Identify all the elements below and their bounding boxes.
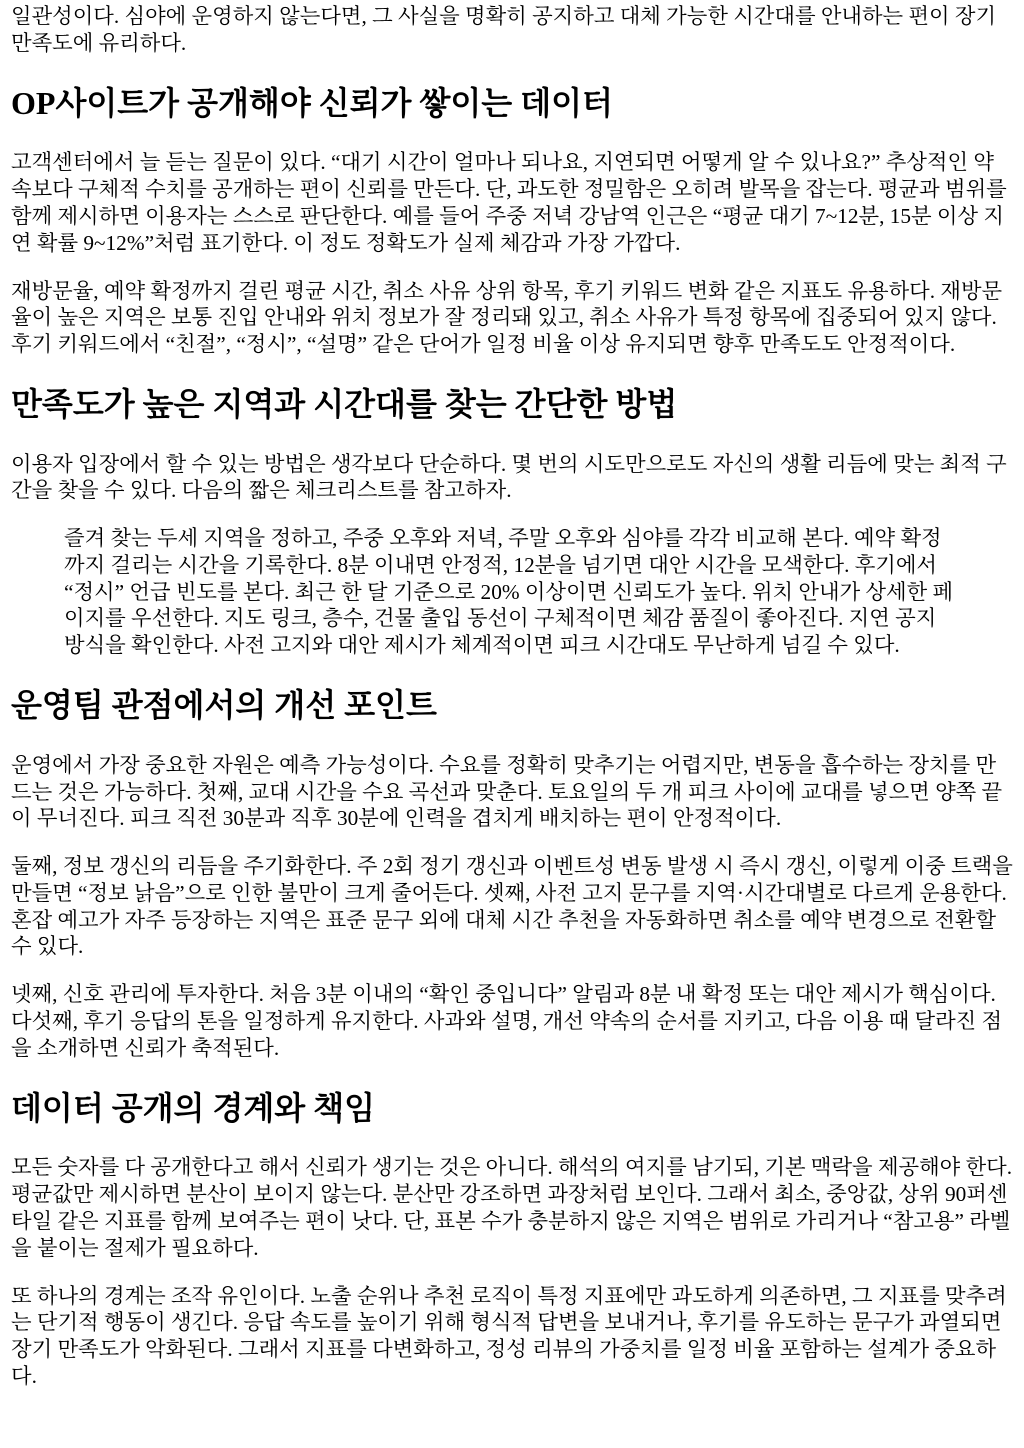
paragraph: 재방문율, 예약 확정까지 걸린 평균 시간, 취소 사유 상위 항목, 후기 키워드 변화 같은 지표도 유용하다. 재방문율이 높은 지역은 보통 진입 안내와 위치 정보가 잘 정리돼 있고, 취소 사유가 특정 항목에 집중되어 있지 않다. 후기 키워드에서 “친절”, “정시”, “설명” 같은 단어가 일정 비율 이상 유지되면 향후 만족도도 안정적이다. [11,278,1003,356]
paragraph: 이용자 입장에서 할 수 있는 방법은 생각보다 단순하다. 몇 번의 시도만으로도 자신의 생활 리듬에 맞는 최적 구간을 찾을 수 있다. 다음의 짧은 체크리스트를 참고하자. [11,451,1007,503]
paragraph: 넷째, 신호 관리에 투자한다. 처음 3분 이내의 “확인 중입니다” 알림과 8분 내 확정 또는 대안 제시가 핵심이다. 다섯째, 후기 응답의 톤을 일정하게 유지한다. 사과와 설명, 개선 약속의 순서를 지키고, 다음 이용 때 달라진 점을 소개하면 신뢰가 축적된다. [11,982,1003,1060]
article-body [11,3,1013,1389]
section-trust-data [11,83,1013,358]
paragraph: 또 하나의 경계는 조작 유인이다. 노출 순위나 추천 로직이 특정 지표에만 과도하게 의존하면, 그 지표를 맞추려는 단기적 행동이 생긴다. 응답 속도를 높이기 위해 형식적 답변을 보내거나, 후기를 유도하는 문구가 과열되면 장기 만족도가 악화된다. 그래서 지표를 다변화하고, 정성 리뷰의 가중치를 일정 비율 포함하는 설계가 중요하다. [11,1283,1007,1388]
intro-continuation-paragraph: 일관성이다. 심야에 운영하지 않는다면, 그 사실을 명확히 공지하고 대체 가능한 시간대를 안내하는 편이 장기 만족도에 유리하다. [11,4,997,55]
section-heading-data-disclosure-limits: 데이터 공개의 경계와 책임 [11,1089,376,1126]
paragraph: 고객센터에서 늘 듣는 질문이 있다. “대기 시간이 얼마나 되나요, 지연되면 어떻게 알 수 있나요?” 추상적인 약속보다 구체적 수치를 공개하는 편이 신뢰를 만든다. 단, 과도한 정밀함은 오히려 발목을 잡는다. 평균과 범위를 함께 제시하면 이용자는 스스로 판단한다. 예를 들어 주중 저녁 강남역 인근은 “평균 대기 7~12분, 15분 이상 지연 확률 9~12%”처럼 표기한다. 이 정도 정확도가 실제 체감과 가장 가깝다. [11,150,1007,255]
section-heading-trust-data: OP사이트가 공개해야 신뢰가 쌓이는 데이터 [11,84,613,121]
checklist-quote-text: 즐겨 찾는 두세 지역을 정하고, 주중 오후와 저녁, 주말 오후와 심야를 각각 비교해 본다. 예약 확정까지 걸리는 시간을 기록한다. 8분 이내면 안정적, 12분을 넘기면 대안 시간을 모색한다. 후기에서 “정시” 언급 빈도를 본다. 최근 한 달 기준으로 20% 이상이면 신뢰도가 높다. 위치 안내가 상세한 페이지를 우선한다. 지도 링크, 층수, 건물 출입 동선이 구체적이면 체감 품질이 좋아진다. 지연 공지 방식을 확인한다. 사전 고지와 대안 제시가 체계적이면 피크 시간대도 무난하게 넘길 수 있다. [64,526,954,658]
section-finding-best-times [11,384,1013,659]
section-heading-finding-best-times: 만족도가 높은 지역과 시간대를 찾는 간단한 방법 [11,386,678,423]
paragraph: 모든 숫자를 다 공개한다고 해서 신뢰가 생기는 것은 아니다. 해석의 여지를 남기되, 기본 맥락을 제공해야 한다. 평균값만 제시하면 분산이 보이지 않는다. 분산만 강조하면 과장처럼 보인다. 그래서 최소, 중앙값, 상위 90퍼센타일 같은 지표를 함께 보여주는 편이 낫다. 단, 표본 수가 충분하지 않은 지역은 범위로 가리거나 “참고용” 라벨을 붙이는 절제가 필요하다. [11,1155,1013,1260]
paragraph: 둘째, 정보 갱신의 리듬을 주기화한다. 주 2회 정기 갱신과 이벤트성 변동 발생 시 즉시 갱신, 이렇게 이중 트랙을 만들면 “정보 낡음”으로 인한 불만이 크게 줄어든다. 셋째, 사전 고지 문구를 지역·시간대별로 다르게 운용한다. 혼잡 예고가 자주 등장하는 지역은 표준 문구 외에 대체 시간 추천을 자동화하면 취소를 예약 변경으로 전환할 수 있다. [11,854,1013,959]
paragraph: 운영에서 가장 중요한 자원은 예측 가능성이다. 수요를 정확히 맞추기는 어렵지만, 변동을 흡수하는 장치를 만드는 것은 가능하다. 첫째, 교대 시간을 수요 곡선과 맞춘다. 토요일의 두 개 피크 사이에 교대를 넣으면 양쪽 끝이 무너진다. 피크 직전 30분과 직후 30분에 인력을 겹치게 배치하는 편이 안정적이다. [11,752,1003,831]
checklist-blockquote [64,525,960,659]
section-ops-team-improvements [11,685,1013,1061]
section-heading-ops-team-improvements: 운영팀 관점에서의 개선 포인트 [11,687,437,724]
section-data-disclosure-limits [11,1088,1013,1389]
